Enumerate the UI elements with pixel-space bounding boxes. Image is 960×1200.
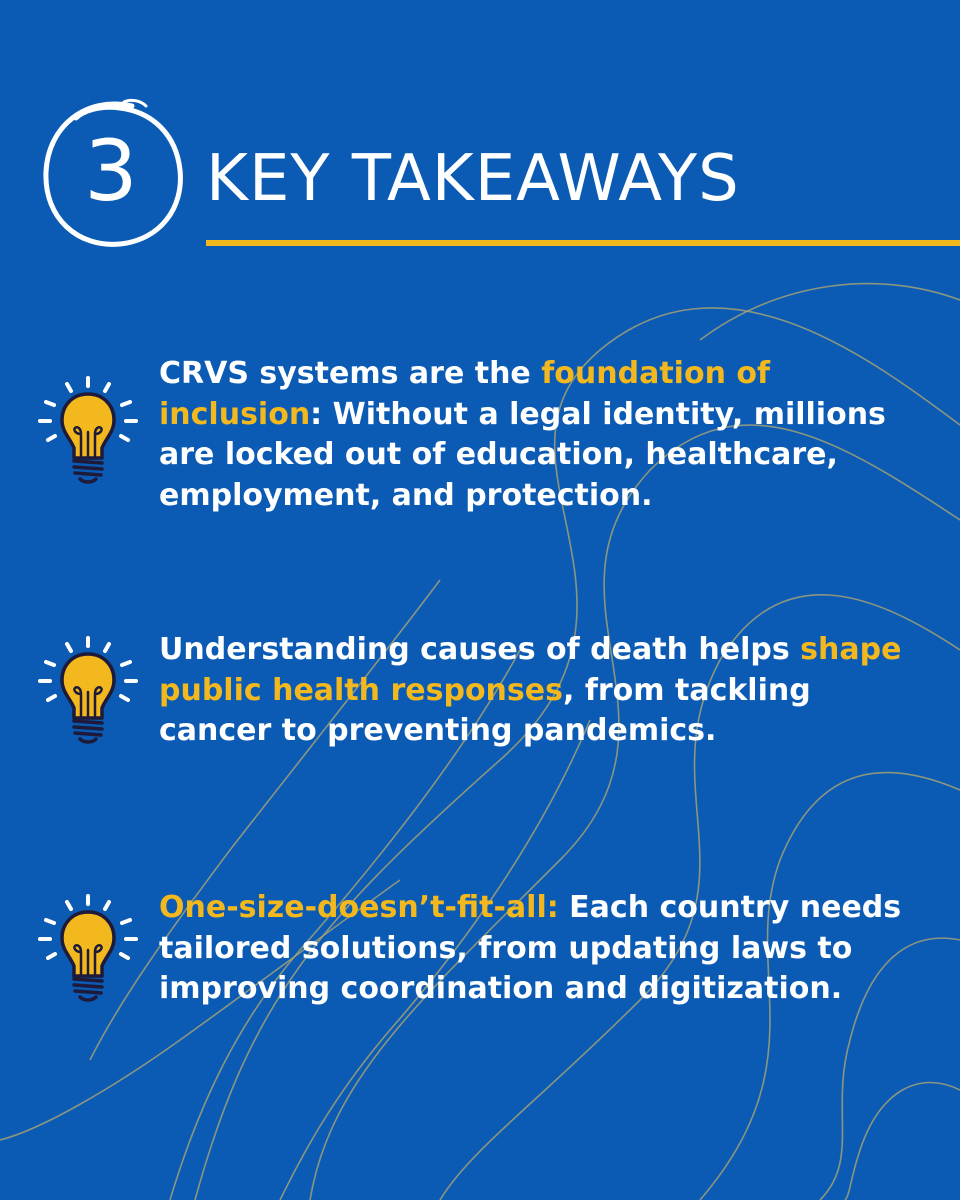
number-badge [36,96,188,252]
takeaway-1-segment-1: CRVS systems are the [159,356,542,391]
takeaway-text-3 [159,888,929,1010]
takeaway-text-1 [159,354,929,516]
takeaway-1-highlight: foundation of inclusion [159,356,771,432]
takeaway-2-segment-1: Understanding causes of death helps [159,632,801,667]
lightbulb-icon [34,890,142,1006]
takeaway-1-segment-3: : Without a legal identity, millions are locked out of education, healthcare, employment, and protection. [159,396,886,513]
takeaway-3-segment-2: Each country needs tailored solutions, from updating laws to improving coordination and digitization. [159,890,902,1006]
badge-number: 3 [84,122,138,220]
page-title: KEY TAKEAWAYS [206,142,740,216]
title-underline [206,240,960,246]
takeaway-2-segment-3: , from tackling cancer to preventing pandemics. [159,672,811,748]
lightbulb-icon [34,632,142,748]
takeaway-3-highlight: One-size-doesn’t-fit-all: [159,890,559,925]
lightbulb-icon [34,372,142,488]
takeaway-text-2 [159,630,929,752]
takeaway-2-highlight: shape public health responses [159,632,902,708]
